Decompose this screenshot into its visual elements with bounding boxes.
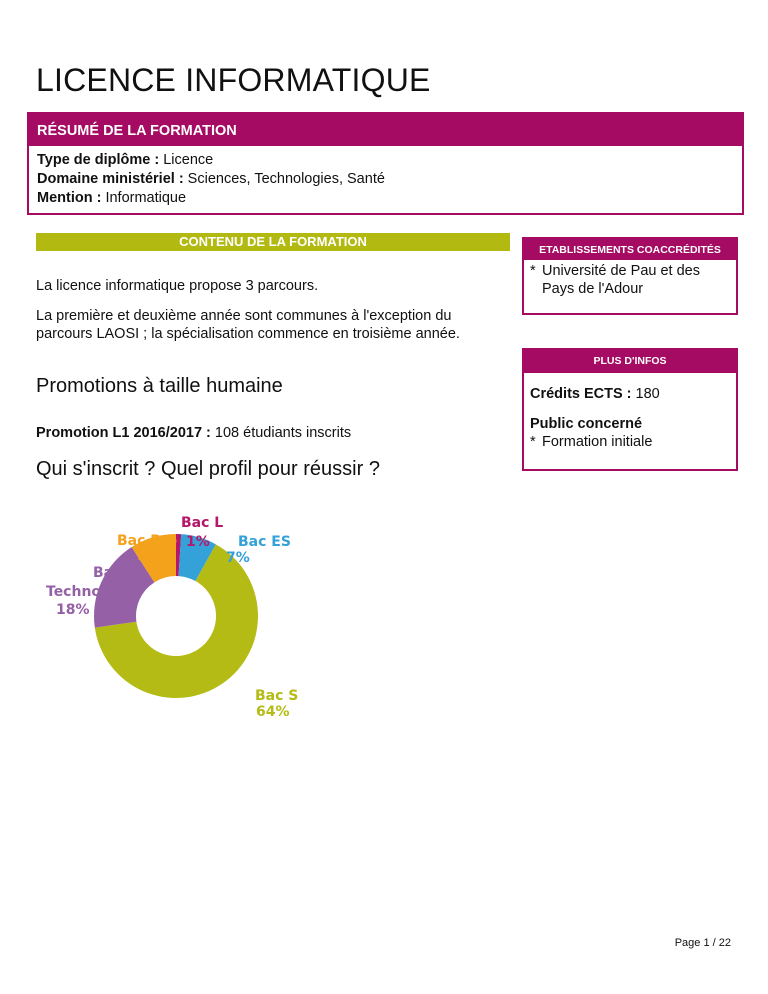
intro-paragraph: La licence informatique propose 3 parcours. [36, 278, 319, 294]
profile-donut-chart [40, 510, 299, 730]
heading-promotions: Promotions à taille humaine [36, 375, 283, 397]
summary-row-mention [37, 189, 734, 208]
etablissements-box [522, 237, 738, 315]
chart-label: 64% [256, 704, 290, 720]
summary-header: RÉSUMÉ DE LA FORMATION [29, 114, 742, 146]
chart-label: Techno [46, 584, 102, 600]
credits-value: 180 [631, 386, 660, 402]
bullet-icon: * [530, 263, 536, 279]
summary-box [27, 112, 744, 215]
infos-body [524, 373, 736, 457]
summary-body [29, 146, 742, 208]
infos-box [522, 348, 738, 471]
heading-profile: Qui s'inscrit ? Quel profil pour réussir ? [36, 458, 380, 480]
description-paragraph: La première et deuxième année sont communes à l'exception du parcours LAOSI ; la spécialisation commence en troisième année. [36, 308, 460, 342]
etablissements-header: ETABLISSEMENTS COACCRÉDITÉS [524, 239, 736, 260]
list-item [530, 262, 730, 298]
chart-label: 1% [186, 534, 210, 550]
content-header: CONTENU DE LA FORMATION [36, 233, 510, 251]
summary-value: Informatique [101, 190, 187, 206]
infos-header: PLUS D'INFOS [524, 350, 736, 373]
summary-label: Type de diplôme : [37, 152, 160, 168]
chart-label: 7% [226, 550, 250, 566]
etablissements-body [524, 260, 736, 304]
chart-label: Bac S [255, 688, 299, 704]
bullet-icon: * [530, 434, 536, 450]
credits-label: Crédits ECTS : [530, 386, 632, 402]
page-number: Page 1 / 22 [674, 937, 731, 949]
summary-label: Domaine ministériel : [37, 171, 184, 187]
summary-value: Licence [159, 152, 214, 168]
promotion-line [36, 425, 351, 441]
chart-label: Bac ES [238, 534, 291, 550]
chart-label: Bac Pro [117, 533, 178, 549]
chart-label: Bac L [181, 515, 224, 531]
summary-label: Mention : [37, 190, 102, 206]
promotion-value: 108 étudiants inscrits [210, 425, 352, 441]
public-item: Formation initiale [542, 434, 653, 450]
page-title: LICENCE INFORMATIQUE [36, 62, 431, 98]
summary-value: Sciences, Technologies, Santé [183, 171, 385, 187]
summary-row-type [37, 151, 734, 170]
list-item [530, 433, 730, 451]
credits-line [530, 385, 730, 403]
chart-label: 18% [56, 602, 90, 618]
public-label: Public concerné [530, 416, 643, 432]
chart-label: 9% [137, 548, 161, 564]
chart-label: Bac [93, 565, 122, 581]
promotion-label: Promotion L1 2016/2017 : [36, 425, 211, 441]
etablissement-name: Université de Pau et des Pays de l'Adour [542, 263, 700, 297]
summary-row-domaine [37, 170, 734, 189]
